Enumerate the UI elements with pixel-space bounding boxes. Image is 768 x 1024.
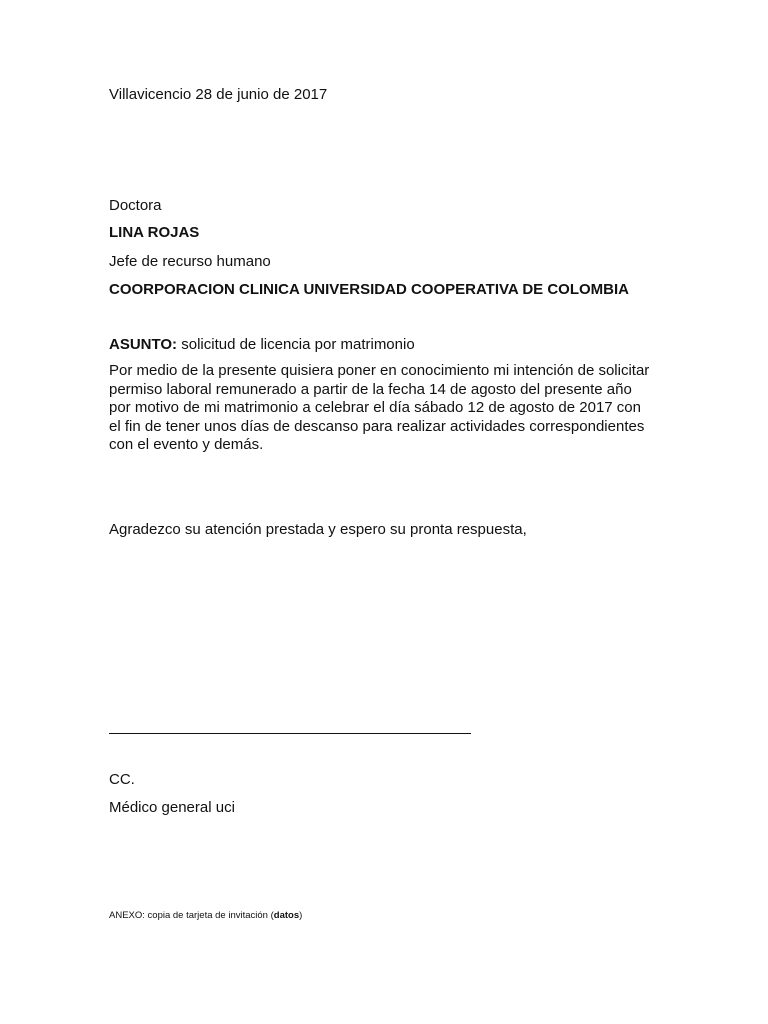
closing-line: Agradezco su atención prestada y espero su pronta respuesta, (109, 521, 527, 538)
place-date: Villavicencio 28 de junio de 2017 (109, 86, 328, 103)
subject-label: ASUNTO: (109, 336, 178, 353)
body-line: Por medio de la presente quisiera poner en conocimiento mi intención de solicitar (109, 362, 650, 379)
body-paragraph (109, 362, 669, 455)
body-line: permiso laboral remunerado a partir de la fecha 14 de agosto del presente año (109, 380, 632, 398)
body-line: por motivo de mi matrimonio a celebrar el día sábado 12 de agosto de 2017 con (109, 399, 641, 416)
annex-text: ANEXO: copia de tarjeta de invitación ( (109, 910, 274, 921)
subject-text: solicitud de licencia por matrimonio (177, 336, 415, 353)
annex-end: ) (299, 910, 303, 921)
recipient-name: LINA ROJAS (109, 224, 200, 241)
subject-line (109, 336, 415, 354)
signature-line (109, 733, 471, 734)
annex-note (109, 910, 302, 922)
signer-id: CC. (109, 771, 135, 788)
salutation-title: Doctora (109, 197, 162, 214)
body-line: con el evento y demás. (109, 436, 264, 453)
signer-role: Médico general uci (109, 799, 235, 816)
body-line: el fin de tener unos días de descanso para realizar actividades correspondientes (109, 417, 645, 435)
recipient-position: Jefe de recurso humano (109, 253, 271, 270)
recipient-organization: COORPORACION CLINICA UNIVERSIDAD COOPERATIVA DE COLOMBIA (109, 281, 630, 298)
annex-bold: datos (273, 910, 300, 921)
